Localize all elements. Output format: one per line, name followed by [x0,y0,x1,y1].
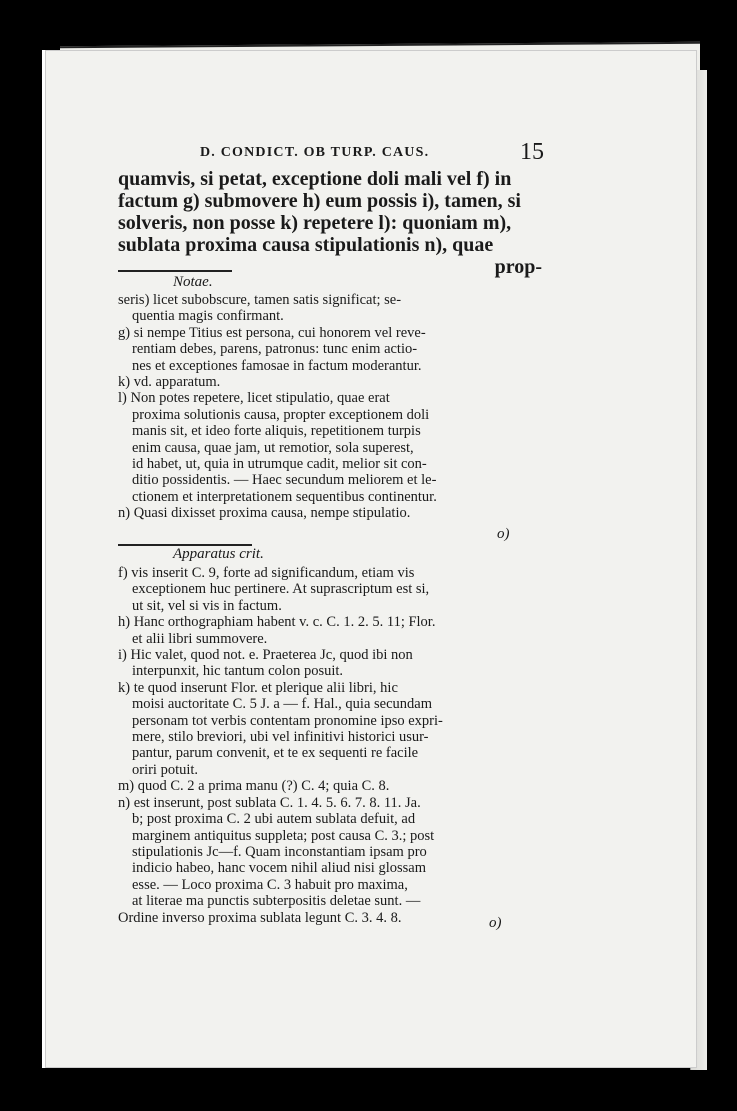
running-head: D. CONDICT. OB TURP. CAUS. [200,145,430,160]
apparatus-line: i) Hic valet, quod not. e. Praeterea Jc, quod ibi non [118,647,413,664]
apparatus-line: h) Hanc orthographiam habent v. c. C. 1. 2. 5. 11; Flor. [118,614,436,631]
apparatus-line: et alii libri summovere. [132,630,268,647]
notes-section [118,292,542,522]
apparatus-line: b; post proxima C. 2 ubi autem sublata defuit, ad [132,811,416,828]
note-line: enim causa, quae jam, ut remotior, sola superest, [132,439,414,456]
apparatus-section [118,565,542,926]
apparatus-line: marginem antiquitus suppleta; post causa C. 3.; post [132,827,435,844]
apparatus-heading: Apparatus crit. [173,546,264,562]
note-line: n) Quasi dixisset proxima causa, nempe stipulatio. [118,505,411,522]
note-entry [118,292,542,325]
note-line: nes et exceptiones famosae in factum moderantur. [132,357,422,374]
apparatus-line: Ordine inverso proxima sublata legunt C. 3. 4. 8. [118,909,402,926]
apparatus-entry [118,565,542,614]
note-line: k) vd. apparatum. [118,374,221,391]
apparatus-line: ut sit, vel si vis in factum. [132,597,282,614]
apparatus-line: m) quod C. 2 a prima manu (?) C. 4; quia C. 8. [118,778,390,795]
apparatus-line: pantur, parum convenit, et te ex sequenti re facile [132,745,419,762]
notes-end-siglum: o) [497,526,510,542]
apparatus-line: indicio habeo, hanc vocem nihil aliud nisi glossam [132,860,426,877]
note-entry [118,390,542,505]
note-entry [118,374,542,390]
note-line: rentiam debes, parens, patronus: tunc enim actio- [132,341,418,358]
main-text [118,168,542,278]
apparatus-line: f) vis inserit C. 9, forte ad significandum, etiam vis [118,565,415,581]
note-line: quentia magis confirmant. [132,308,284,325]
notes-divider [118,270,232,272]
apparatus-entry [118,680,542,778]
apparatus-line: mere, stilo breviori, ubi vel infinitivi historici usur- [132,729,429,746]
apparatus-entry [118,614,542,647]
apparatus-line: oriri potuit. [132,761,199,778]
catchword: prop- [494,256,542,278]
main-text-line: sublata proxima causa stipulationis n), quae [118,234,494,256]
apparatus-line: at literae ma punctis subterpositis deletae sunt. — [132,893,421,910]
apparatus-line: interpunxit, hic tantum colon posuit. [132,663,344,680]
note-line: ctionem et interpretationem sequentibus continentur. [132,488,437,505]
note-line: l) Non potes repetere, licet stipulatio, quae erat [118,390,390,407]
note-line: id habet, ut, quia in utrumque cadit, melior sit con- [132,456,427,473]
main-text-line: quamvis, si petat, exceptione doli mali vel f) in [118,168,512,190]
apparatus-line: exceptionem huc pertinere. At suprascriptum est si, [132,581,430,598]
main-text-line: factum g) submovere h) eum possis i), tamen, si [118,190,521,212]
note-line: proxima solutionis causa, propter exceptionem doli [132,406,430,423]
apparatus-line: stipulationis Jc—f. Quam inconstantiam ipsam pro [132,843,427,860]
notes-heading: Notae. [173,274,213,290]
main-text-line: solveris, non posse k) repetere l): quoniam m), [118,212,512,234]
page-number: 15 [520,139,544,165]
apparatus-entry [118,778,542,794]
note-line: seris) licet subobscure, tamen satis significat; se- [118,292,402,308]
apparatus-line: moisi auctoritate C. 5 J. a — f. Hal., quia secundam [132,696,432,713]
apparatus-line: personam tot verbis contentam pronomine ipso expri- [132,712,443,729]
apparatus-end-siglum: o) [489,915,502,931]
note-entry [118,505,542,521]
apparatus-line: esse. — Loco proxima C. 3 habuit pro maxima, [132,876,408,893]
note-entry [118,325,542,374]
apparatus-line: n) est inserunt, post sublata C. 1. 4. 5. 6. 7. 8. 11. Ja. [118,794,421,811]
apparatus-line: k) te quod inserunt Flor. et plerique alii libri, hic [118,679,398,696]
note-line: ditio possidentis. — Haec secundum meliorem et le- [132,472,437,489]
apparatus-entry [118,795,542,926]
apparatus-entry [118,647,542,680]
note-line: manis sit, et ideo forte aliquis, repetitionem turpis [132,423,421,440]
note-line: g) si nempe Titius est persona, cui honorem vel reve- [118,324,426,341]
